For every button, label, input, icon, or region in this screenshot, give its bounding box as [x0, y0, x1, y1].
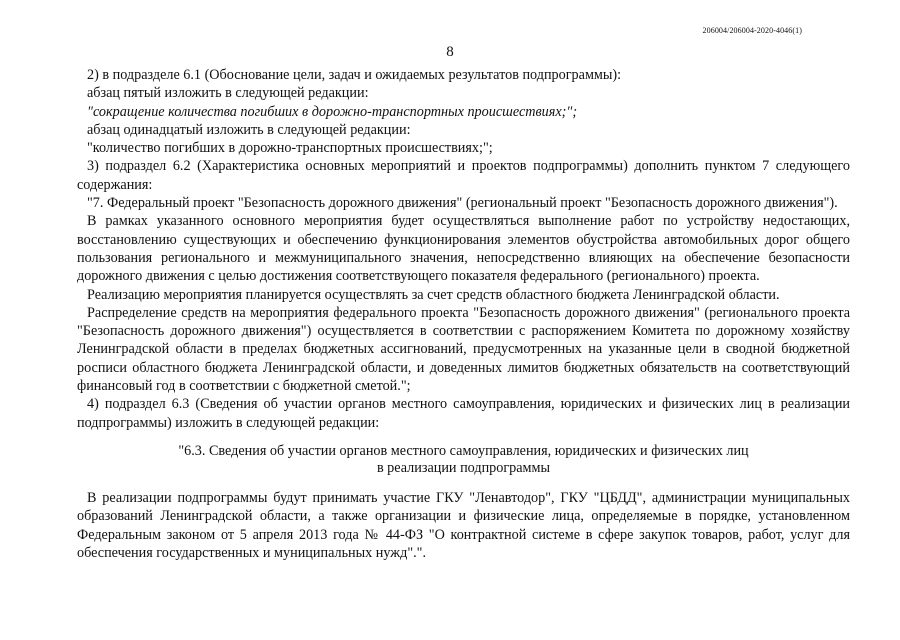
- paragraph-item-2: 2) в подразделе 6.1 (Обоснование цели, задач и ожидаемых результатов подпрограммы):: [87, 67, 622, 83]
- section-heading-6-3: [77, 443, 850, 477]
- paragraph-item-4: 4) подраздел 6.3 (Сведения об участии органов местного самоуправления, юридических и физических лиц в реализации подпрограммы) изложить в следующей редакции:: [77, 396, 850, 431]
- page-number: 8: [446, 44, 454, 60]
- paragraph-quote-5: "сокращение количества погибших в дорожно-транспортных происшествиях;";: [87, 103, 578, 120]
- paragraph-participants: В реализации подпрограммы будут принимать участие ГКУ "Ленавтодор", ГКУ "ЦБДД", администрации муниципальных образований Ленинградской области, а также организации и физические лица, определяемые в порядке, установленном Федеральным законом от 5 апреля 2013 года № 44-ФЗ "О контрактной системе в сфере закупок товаров, работ, услуг для обеспечения государственных и муниципальных нужд".".: [77, 489, 850, 561]
- section-heading-line-2: в реализации подпрограммы: [376, 459, 551, 476]
- paragraph-funding-source: Реализацию мероприятия планируется осуществлять за счет средств областного бюджета Ленинградской области.: [87, 286, 780, 303]
- paragraph-instruction-11: абзац одинадцатый изложить в следующей редакции:: [87, 121, 411, 138]
- paragraph-instruction-5: абзац пятый изложить в следующей редакции:: [87, 85, 369, 102]
- paragraph-funds-distribution: Распределение средств на мероприятия федерального проекта "Безопасность дорожного движения" (регионального проекта "Безопасность дорожного движения") осуществляется в соответствии с распоряжением Комитета по дорожному хозяйству Ленинградской области в пределах бюджетных ассигнований, предусмотренных на указанные цели в сводной бюджетной росписи областного бюджета Ленинградской области, и доведенных лимитов бюджетных обязательств на соответствующий финансовый год в соответствии с бюджетной сметой.";: [77, 304, 850, 395]
- paragraph-project-7: "7. Федеральный проект "Безопасность дорожного движения" (региональный проект "Безопасность дорожного движения").: [87, 195, 838, 212]
- document-body: [77, 66, 850, 562]
- paragraph-item-3: 3) подраздел 6.2 (Характеристика основных мероприятий и проектов подпрограммы) дополнить пунктом 7 следующего содержания:: [77, 158, 850, 193]
- document-id: 206004/206004-2020-4046(1): [702, 26, 802, 35]
- paragraph-activity-scope: В рамках указанного основного мероприятия будет осуществляться выполнение работ по устройству недостающих, восстановлению существующих и обеспечению функционирования элементов обустройства автомобильных дорог общего пользования регионального и межмуниципального значения, непосредственно влияющих на обеспечение безопасности дорожного движения с целью достижения соответствующего показателя федерального (регионального) проекта.: [77, 213, 850, 285]
- section-heading-line-1: "6.3. Сведения об участии органов местного самоуправления, юридических и физических лиц: [178, 442, 749, 459]
- paragraph-quote-11: "количество погибших в дорожно-транспортных происшествиях;";: [87, 140, 493, 157]
